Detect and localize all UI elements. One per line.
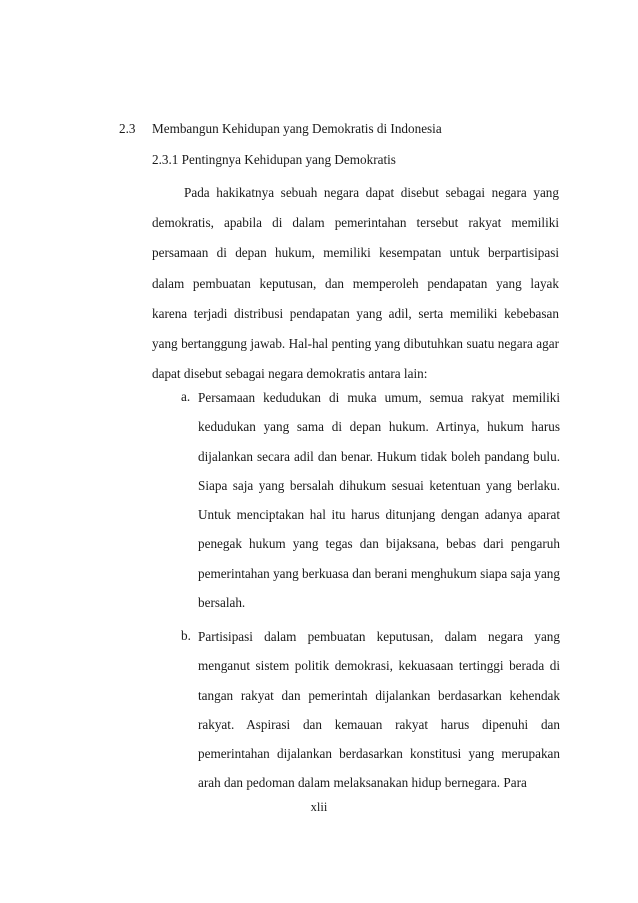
list-item-a xyxy=(0,383,638,617)
list-item-b xyxy=(0,622,638,798)
section-number: 2.3 xyxy=(119,121,136,136)
list-item-text: Partisipasi dalam pembuatan keputusan, dalam negara yang menganut sistem politik demokrasi, kekuasaan tertinggi berada di tangan rakyat dan pemerintah dijalankan berdasarkan kehendak rakyat. Aspirasi dan kemauan rakyat harus dipenuhi dan pemerintahan dijalankan berdasarkan konstitusi yang merupakan arah dan pedoman dalam melaksanakan hidup bernegara. Para xyxy=(198,629,560,791)
list-marker: b. xyxy=(181,628,191,643)
page-number: xlii xyxy=(310,800,328,814)
body-paragraph: Pada hakikatnya sebuah negara dapat disebut sebagai negara yang demokratis, apabila di dalam pemerintahan tersebut rakyat memiliki persamaan di depan hukum, memiliki kesempatan untuk berpartisipasi dalam pembuatan keputusan, dan memperoleh pendapatan yang layak karena terjadi distribusi pendapatan yang adil, serta memiliki kebebasan yang bertanggung jawab. Hal-hal penting yang dibutuhkan suatu negara agar dapat disebut sebagai negara demokratis antara lain: xyxy=(152,185,559,382)
subsection-heading: 2.3.1 Pentingnya Kehidupan yang Demokratis xyxy=(152,152,396,167)
list-item-text: Persamaan kedudukan di muka umum, semua rakyat memiliki kedudukan yang sama di depan hukum. Artinya, hukum harus dijalankan secara adil dan benar. Hukum tidak boleh pandang bulu. Siapa saja yang bersalah dihukum sesuai ketentuan yang berlaku. Untuk menciptakan hal itu harus ditunjang dengan adanya aparat penegak hukum yang tegas dan bijaksana, bebas dari pengaruh pemerintahan yang berkuasa dan berani menghukum siapa saja yang bersalah. xyxy=(198,390,560,611)
requirements-list-part-b xyxy=(0,622,638,798)
list-marker: a. xyxy=(181,389,191,404)
requirements-list-part-a xyxy=(0,383,638,617)
section-title: Membangun Kehidupan yang Demokratis di Indonesia xyxy=(152,121,442,136)
